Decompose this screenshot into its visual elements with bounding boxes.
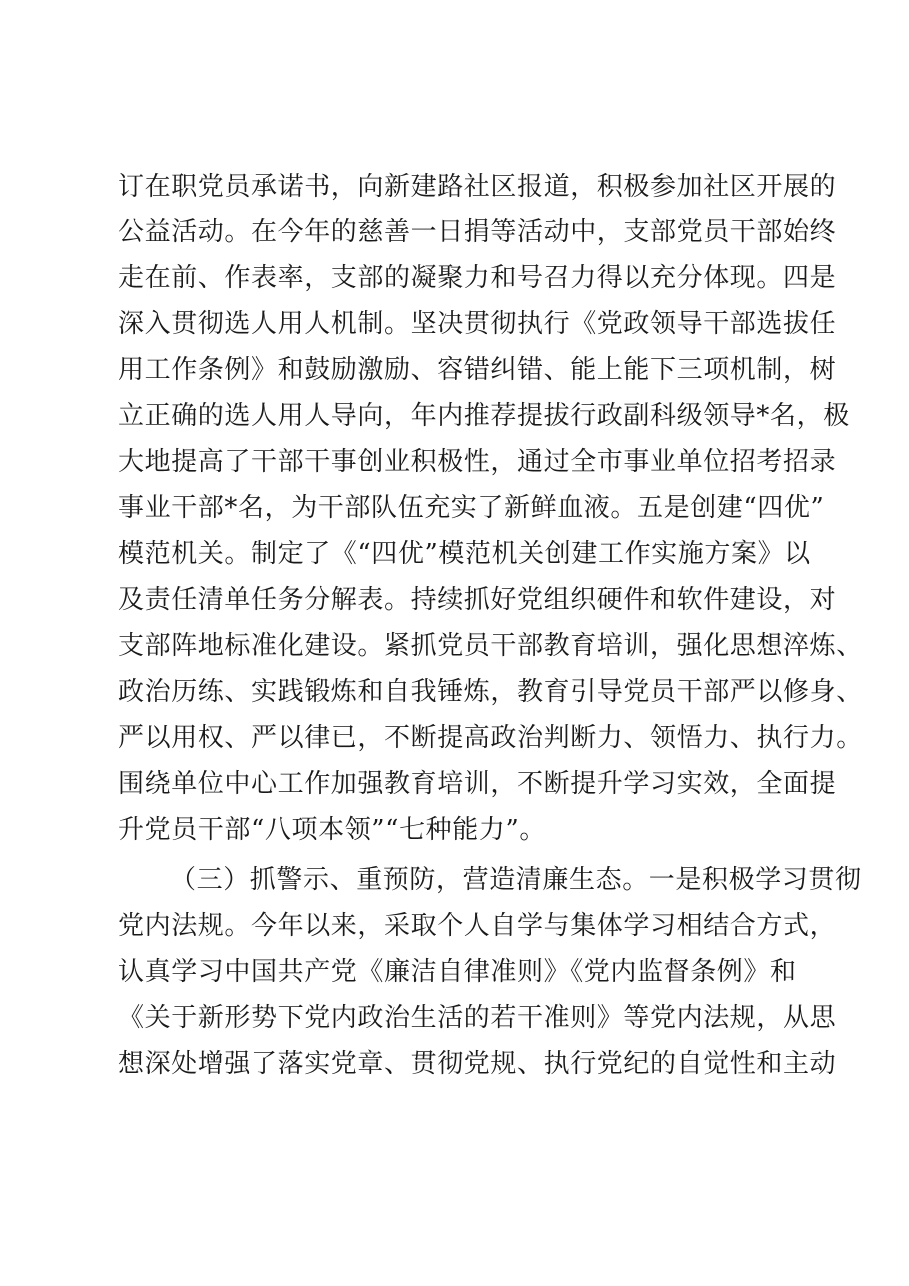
text-line: 模范机关。制定了《“四优”模范机关创建工作实施方案》以 — [118, 539, 811, 569]
text-line: 及责任清单任务分解表。持续抓好党组织硬件和软件建设，对 — [118, 585, 837, 615]
text-line: 《关于新形势下党内政治生活的若干准则》等党内法规，从思 — [118, 1003, 837, 1033]
text-line: 想深处增强了落实党章、贯彻党规、执行党纪的自觉性和主动 — [118, 1049, 837, 1079]
section-heading-line: （三）抓警示、重预防，营造清廉生态。一是积极学习贯彻 — [170, 865, 862, 895]
text-line: 走在前、作表率，支部的凝聚力和号召力得以充分体现。四是 — [118, 263, 837, 293]
text-line: 认真学习中国共产党《廉洁自律准则》《党内监督条例》和 — [118, 957, 797, 987]
text-line: 政治历练、实践锻炼和自我锤炼，教育引导党员干部严以修身、 — [118, 677, 863, 707]
text-line: 党内法规。今年以来，采取个人自学与集体学习相结合方式， — [118, 911, 837, 941]
text-line: 严以用权、严以律已，不断提高政治判断力、领悟力、执行力。 — [118, 723, 863, 753]
text-line: 围绕单位中心工作加强教育培训，不断提升学习实效，全面提 — [118, 769, 837, 799]
text-line: 支部阵地标准化建设。紧抓党员干部教育培训，强化思想淬炼、 — [118, 631, 863, 661]
text-line: 升党员干部“八项本领”“七种能力”。 — [118, 815, 546, 845]
text-line: 深入贯彻选人用人机制。坚决贯彻执行《党政领导干部选拔任 — [118, 309, 837, 339]
text-line: 用工作条例》和鼓励激励、容错纠错、能上能下三项机制，树 — [118, 355, 837, 385]
text-line: 事业干部*名，为干部队伍充实了新鲜血液。五是创建“四优” — [118, 493, 825, 523]
text-line: 订在职党员承诺书，向新建路社区报道，积极参加社区开展的 — [118, 172, 837, 202]
text-line: 大地提高了干部干事创业积极性，通过全市事业单位招考招录 — [118, 447, 837, 477]
text-line: 立正确的选人用人导向，年内推荐提拔行政副科级领导*名，极 — [118, 401, 850, 431]
text-line: 公益活动。在今年的慈善一日捐等活动中，支部党员干部始终 — [118, 217, 837, 247]
